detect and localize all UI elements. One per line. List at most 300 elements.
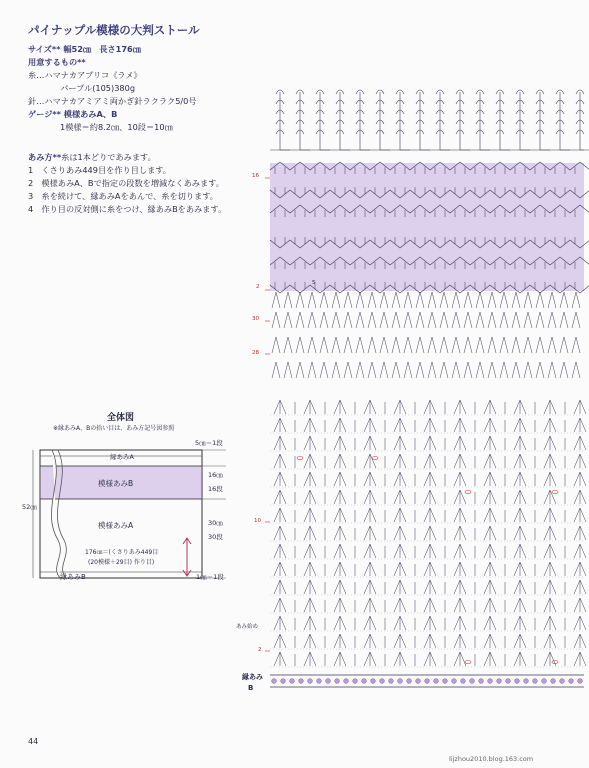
right-a2-label: 30段 bbox=[208, 533, 223, 541]
stitch bbox=[308, 362, 316, 378]
stitch bbox=[332, 312, 340, 328]
bead bbox=[470, 679, 475, 684]
stitch-fan bbox=[274, 400, 286, 414]
stitch-fan bbox=[334, 400, 346, 414]
stitch-fan bbox=[334, 634, 346, 648]
stitch bbox=[464, 362, 472, 378]
stitch bbox=[452, 312, 460, 328]
stitch-fan bbox=[424, 400, 436, 414]
stitch-fan bbox=[334, 562, 346, 576]
stitch bbox=[560, 362, 568, 378]
stitch-fan bbox=[544, 580, 556, 594]
stitch-fan bbox=[334, 616, 346, 630]
stitch-fan bbox=[514, 418, 526, 432]
stitch bbox=[284, 362, 292, 378]
bead bbox=[344, 679, 349, 684]
stitch bbox=[524, 312, 532, 328]
stitch-fan bbox=[274, 436, 286, 450]
stitch-fan bbox=[364, 436, 376, 450]
stitch-fan bbox=[484, 544, 496, 558]
stitch-fan bbox=[514, 490, 526, 504]
stitch bbox=[536, 337, 544, 353]
stitch bbox=[476, 337, 484, 353]
bead bbox=[569, 679, 574, 684]
edge-a-loop bbox=[576, 90, 584, 150]
stitch-fan bbox=[394, 652, 406, 666]
step-2: 2 模様あみA、Bで指定の段数を増減なくあみます。 bbox=[28, 178, 224, 188]
stitch bbox=[476, 362, 484, 378]
stitch-fan bbox=[574, 508, 586, 522]
stitch-fan bbox=[394, 616, 406, 630]
bead bbox=[272, 679, 277, 684]
stitch-fan bbox=[304, 616, 316, 630]
marker bbox=[372, 457, 378, 460]
stitch bbox=[284, 337, 292, 353]
stitch-fan bbox=[394, 418, 406, 432]
stitch-fan bbox=[544, 526, 556, 540]
stitch-fan bbox=[514, 436, 526, 450]
stitch-fan bbox=[574, 616, 586, 630]
stitch bbox=[416, 337, 424, 353]
bead bbox=[443, 679, 448, 684]
stitch-fan bbox=[454, 508, 466, 522]
stitch-fan bbox=[424, 436, 436, 450]
stitch-fan bbox=[364, 400, 376, 414]
edge-a-loop bbox=[456, 90, 464, 150]
stitch-fan bbox=[484, 508, 496, 522]
stitch-fan bbox=[424, 580, 436, 594]
stitch bbox=[560, 337, 568, 353]
stitch bbox=[536, 362, 544, 378]
edge-a-loop bbox=[316, 90, 324, 150]
stitch-fan bbox=[424, 544, 436, 558]
stitch-fan bbox=[394, 490, 406, 504]
stitch-fan bbox=[574, 562, 586, 576]
bead bbox=[533, 679, 538, 684]
stitch-fan bbox=[364, 544, 376, 558]
stitch-fan bbox=[484, 526, 496, 540]
stitch-fan bbox=[394, 598, 406, 612]
stitch-fan bbox=[574, 472, 586, 486]
stitch bbox=[548, 362, 556, 378]
bead bbox=[371, 679, 376, 684]
stitch bbox=[452, 292, 460, 308]
right-b2-label: 16段 bbox=[208, 485, 223, 493]
stitch-fan bbox=[304, 634, 316, 648]
stitch bbox=[320, 337, 328, 353]
stitch-fan bbox=[304, 562, 316, 576]
stitch-fan bbox=[574, 652, 586, 666]
bead bbox=[389, 679, 394, 684]
stitch-fan bbox=[394, 580, 406, 594]
stitch bbox=[308, 292, 316, 308]
stitch-fan bbox=[454, 418, 466, 432]
stitch bbox=[296, 337, 304, 353]
stitch bbox=[368, 292, 376, 308]
stitch bbox=[512, 312, 520, 328]
stitch bbox=[380, 362, 388, 378]
bead bbox=[290, 679, 295, 684]
stitch-fan bbox=[544, 472, 556, 486]
stitch-fan bbox=[454, 616, 466, 630]
stitch-fan bbox=[394, 472, 406, 486]
stitch-fan bbox=[424, 634, 436, 648]
stitch-fan bbox=[544, 400, 556, 414]
stitch-fan bbox=[454, 652, 466, 666]
stitch-fan bbox=[364, 562, 376, 576]
stitch-fan bbox=[274, 616, 286, 630]
stitch-fan bbox=[454, 562, 466, 576]
bead bbox=[308, 679, 313, 684]
stitch-fan bbox=[364, 508, 376, 522]
stitch bbox=[308, 337, 316, 353]
stitch-fan bbox=[514, 634, 526, 648]
stitch-fan bbox=[424, 418, 436, 432]
stitch-fan bbox=[574, 400, 586, 414]
edge-a-loop bbox=[356, 90, 364, 150]
stitch bbox=[464, 337, 472, 353]
stitch bbox=[536, 312, 544, 328]
row-marker-10: 10 bbox=[254, 518, 261, 524]
edge-a-loop bbox=[376, 90, 384, 150]
stitch-fan bbox=[424, 508, 436, 522]
stitch bbox=[404, 362, 412, 378]
pattern-b-label: 模様あみB bbox=[98, 479, 134, 488]
stitch-fan bbox=[544, 562, 556, 576]
bead bbox=[362, 679, 367, 684]
diagram-note: ※縁あみA、Bの拾い目は、あみ方記号図参照 bbox=[53, 425, 175, 432]
stitch-fan bbox=[514, 652, 526, 666]
stitch-fan bbox=[544, 616, 556, 630]
row-marker-2b: 2 bbox=[256, 284, 260, 290]
row-marker-28: 28 bbox=[252, 350, 259, 356]
stitch-fan bbox=[304, 490, 316, 504]
bead bbox=[461, 679, 466, 684]
edge-a-loop bbox=[296, 90, 304, 150]
stitch-fan bbox=[274, 508, 286, 522]
materials-heading: 用意するもの** bbox=[28, 57, 86, 67]
right-a1-label: 30㎝ bbox=[208, 519, 223, 527]
stitch-fan bbox=[274, 562, 286, 576]
stitch-fan bbox=[364, 418, 376, 432]
stitch-fan bbox=[304, 436, 316, 450]
stitch-fan bbox=[484, 472, 496, 486]
stitch-fan bbox=[454, 436, 466, 450]
stitch bbox=[320, 292, 328, 308]
stitch bbox=[440, 337, 448, 353]
stitch bbox=[440, 312, 448, 328]
stitch-fan bbox=[484, 400, 496, 414]
stitch-fan bbox=[514, 454, 526, 468]
stitch bbox=[488, 292, 496, 308]
edge-a-loop bbox=[416, 90, 424, 150]
stitch-fan bbox=[454, 598, 466, 612]
marker bbox=[465, 661, 471, 664]
stitch bbox=[560, 292, 568, 308]
edge-a-loop bbox=[476, 90, 484, 150]
step-3: 3 糸を続けて、縁あみAをあんで、糸を切ります。 bbox=[28, 191, 218, 201]
stitch-fan bbox=[424, 562, 436, 576]
bead bbox=[488, 679, 493, 684]
stitch bbox=[500, 312, 508, 328]
stitch-fan bbox=[544, 454, 556, 468]
stitch-fan bbox=[334, 418, 346, 432]
method-note: 糸は1本どりであみます。 bbox=[61, 152, 156, 162]
stitch-fan bbox=[394, 634, 406, 648]
stitch bbox=[548, 312, 556, 328]
stitch-fan bbox=[514, 472, 526, 486]
stitch-fan bbox=[274, 634, 286, 648]
stitch bbox=[428, 292, 436, 308]
stitch bbox=[332, 292, 340, 308]
right-bottom-label: 1㎝＝1段 bbox=[196, 573, 224, 581]
gauge-detail: 1模様＝約8.2㎝、10段＝10㎝ bbox=[60, 122, 173, 132]
stitch-fan bbox=[334, 508, 346, 522]
stitch-fan bbox=[274, 544, 286, 558]
stitch-fan bbox=[364, 490, 376, 504]
stitch bbox=[464, 292, 472, 308]
stitch bbox=[548, 292, 556, 308]
bead bbox=[353, 679, 358, 684]
stitch bbox=[356, 337, 364, 353]
stitch bbox=[404, 312, 412, 328]
stitch-fan bbox=[424, 490, 436, 504]
stitch-fan bbox=[304, 418, 316, 432]
stitch bbox=[296, 312, 304, 328]
stitch bbox=[416, 312, 424, 328]
stitch bbox=[452, 337, 460, 353]
stitch-fan bbox=[484, 580, 496, 594]
stitch bbox=[572, 362, 580, 378]
stitch-fan bbox=[424, 598, 436, 612]
stitch-fan bbox=[334, 652, 346, 666]
stitch bbox=[536, 292, 544, 308]
stitch-fan bbox=[454, 544, 466, 558]
stitch bbox=[572, 337, 580, 353]
stitch-fan bbox=[304, 652, 316, 666]
stitch bbox=[500, 362, 508, 378]
stitch-fan bbox=[454, 580, 466, 594]
yarn-color-line: パープル(105)380g bbox=[52, 83, 136, 93]
stitch bbox=[356, 292, 364, 308]
stitch-fan bbox=[514, 400, 526, 414]
stitch bbox=[356, 362, 364, 378]
marker bbox=[465, 491, 471, 494]
bead bbox=[317, 679, 322, 684]
bead bbox=[452, 679, 457, 684]
bead bbox=[416, 679, 421, 684]
width-label-2: (20模様＋29目) 作り目) bbox=[88, 559, 155, 566]
edge-a-loop bbox=[516, 90, 524, 150]
stitch-fan bbox=[484, 598, 496, 612]
width-label-1: 176㎝＝(くさりあみ449目 bbox=[85, 549, 159, 556]
stitch-fan bbox=[394, 508, 406, 522]
stitch-fan bbox=[454, 490, 466, 504]
bead bbox=[560, 679, 565, 684]
stitch-fan bbox=[334, 472, 346, 486]
edge-b-chart-label-2: B bbox=[248, 684, 254, 692]
stitch bbox=[296, 292, 304, 308]
stitch bbox=[272, 312, 280, 328]
stitch-fan bbox=[484, 454, 496, 468]
stitch-fan bbox=[364, 652, 376, 666]
stitch-fan bbox=[514, 562, 526, 576]
gauge-line: ゲージ** 模様あみA、B bbox=[28, 109, 118, 119]
stitch-fan bbox=[364, 598, 376, 612]
stitch-fan bbox=[424, 454, 436, 468]
stitch-fan bbox=[574, 454, 586, 468]
stitch-fan bbox=[394, 454, 406, 468]
bead bbox=[479, 679, 484, 684]
stitch bbox=[512, 362, 520, 378]
stitch bbox=[404, 292, 412, 308]
pattern-b-band bbox=[270, 163, 584, 291]
stitch bbox=[368, 312, 376, 328]
stitch bbox=[416, 292, 424, 308]
stitch-fan bbox=[274, 526, 286, 540]
stitch bbox=[296, 362, 304, 378]
stitch bbox=[572, 292, 580, 308]
stitch-fan bbox=[334, 544, 346, 558]
stitch bbox=[488, 362, 496, 378]
edge-a-loop bbox=[556, 90, 564, 150]
stitch bbox=[572, 312, 580, 328]
stitch-fan bbox=[394, 562, 406, 576]
stitch bbox=[428, 337, 436, 353]
edge-a-loop bbox=[436, 90, 444, 150]
row-marker-30: 30 bbox=[252, 316, 259, 322]
stitch bbox=[272, 292, 280, 308]
stitch-fan bbox=[484, 562, 496, 576]
bead bbox=[425, 679, 430, 684]
stitch-fan bbox=[274, 472, 286, 486]
stitch-fan bbox=[574, 418, 586, 432]
stitch bbox=[464, 312, 472, 328]
stitch-fan bbox=[334, 454, 346, 468]
stitch-fan bbox=[364, 526, 376, 540]
step-4: 4 作り目の反対側に糸をつけ、縁あみBをあみます。 bbox=[28, 204, 227, 214]
stitch bbox=[500, 292, 508, 308]
stitch bbox=[512, 292, 520, 308]
bead bbox=[281, 679, 286, 684]
stitch-fan bbox=[304, 598, 316, 612]
stitch bbox=[332, 337, 340, 353]
stitch-fan bbox=[544, 544, 556, 558]
stitch-fan bbox=[514, 526, 526, 540]
stitch bbox=[344, 362, 352, 378]
stitch bbox=[392, 312, 400, 328]
stitch-fan bbox=[484, 634, 496, 648]
stitch bbox=[512, 337, 520, 353]
edge-a-loop bbox=[336, 90, 344, 150]
stitch-fan bbox=[424, 616, 436, 630]
stitch-fan bbox=[514, 508, 526, 522]
stitch bbox=[356, 312, 364, 328]
stitch bbox=[272, 362, 280, 378]
stitch-fan bbox=[544, 418, 556, 432]
stitch bbox=[488, 312, 496, 328]
stitch-fan bbox=[544, 490, 556, 504]
stitch-fan bbox=[304, 472, 316, 486]
stitch-fan bbox=[454, 526, 466, 540]
stitch-fan bbox=[544, 634, 556, 648]
stitch-fan bbox=[514, 616, 526, 630]
stitch bbox=[380, 337, 388, 353]
bead bbox=[380, 679, 385, 684]
stitch-fan bbox=[544, 652, 556, 666]
bead bbox=[515, 679, 520, 684]
stitch-fan bbox=[514, 544, 526, 558]
stitch bbox=[452, 362, 460, 378]
bead bbox=[299, 679, 304, 684]
stitch bbox=[524, 292, 532, 308]
size-line: サイズ** 幅52㎝ 長さ176㎝ bbox=[28, 44, 141, 54]
stitch-fan bbox=[304, 508, 316, 522]
stitch bbox=[500, 337, 508, 353]
stitch bbox=[368, 337, 376, 353]
stitch-fan bbox=[544, 508, 556, 522]
stitch-fan bbox=[274, 418, 286, 432]
edge-a-loop bbox=[276, 90, 284, 150]
stitch-fan bbox=[394, 526, 406, 540]
credit: lijzhou2010.blog.163.com bbox=[449, 755, 534, 763]
stitch-fan bbox=[574, 580, 586, 594]
stitch-fan bbox=[574, 526, 586, 540]
stitch-fan bbox=[364, 616, 376, 630]
stitch bbox=[320, 312, 328, 328]
stitch-fan bbox=[304, 544, 316, 558]
stitch-fan bbox=[274, 652, 286, 666]
stitch-fan bbox=[454, 400, 466, 414]
stitch-fan bbox=[394, 436, 406, 450]
edge-b-chart-label-1: 縁あみ bbox=[242, 673, 263, 681]
stitch-fan bbox=[424, 526, 436, 540]
bead bbox=[335, 679, 340, 684]
stitch bbox=[368, 362, 376, 378]
row-marker-2a: 2 bbox=[258, 647, 262, 653]
stitch bbox=[344, 292, 352, 308]
yarn-line: 糸…ハマナカアプリコ《ラメ》 bbox=[28, 70, 142, 80]
stitch-fan bbox=[574, 490, 586, 504]
edge-a-loop bbox=[496, 90, 504, 150]
bead bbox=[497, 679, 502, 684]
stitch bbox=[380, 292, 388, 308]
page-title: パイナップル模様の大判ストール bbox=[28, 23, 200, 37]
stitch bbox=[332, 362, 340, 378]
marker bbox=[297, 457, 303, 460]
stitch bbox=[524, 337, 532, 353]
right-top-label: 5㎝＝1段 bbox=[195, 439, 223, 447]
stitch-fan bbox=[334, 436, 346, 450]
stitch bbox=[476, 292, 484, 308]
bead bbox=[542, 679, 547, 684]
stitch-fan bbox=[484, 490, 496, 504]
edge-a-loop bbox=[396, 90, 404, 150]
stitch-fan bbox=[334, 580, 346, 594]
stitch-fan bbox=[364, 580, 376, 594]
stitch-fan bbox=[544, 598, 556, 612]
start-label: あみ始め bbox=[236, 624, 259, 630]
right-b1-label: 16㎝ bbox=[208, 471, 223, 479]
stitch-fan bbox=[274, 490, 286, 504]
diagram-title: 全体図 bbox=[107, 413, 135, 423]
stitch-fan bbox=[574, 598, 586, 612]
stitch bbox=[524, 362, 532, 378]
stitch bbox=[344, 337, 352, 353]
stitch-fan bbox=[424, 472, 436, 486]
stitch-fan bbox=[364, 472, 376, 486]
stitch bbox=[416, 362, 424, 378]
